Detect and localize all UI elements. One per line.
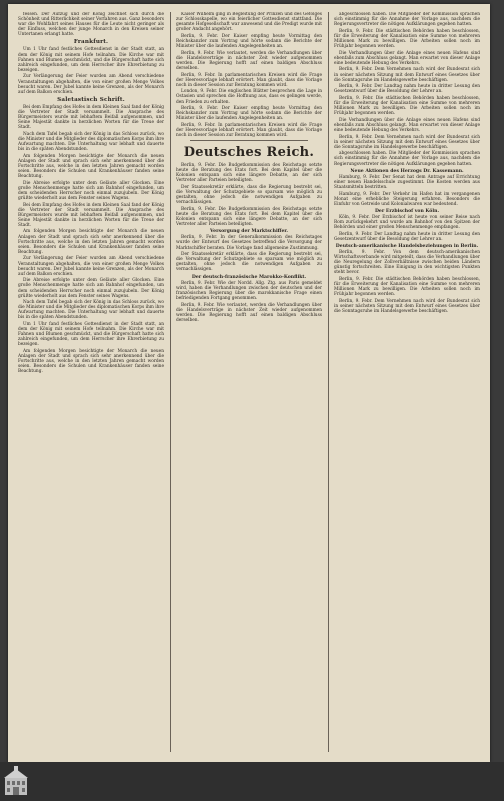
column3-section3-title: Deutsch-amerikanische Handelsbeziehungen in Berlin. xyxy=(335,243,479,249)
column3-item: Berlin, 9. Febr. Dem Vernehmen nach wird der Bundesrat sich in seiner nächsten Sitzung mit dem Entwurf eines Gesetzes über die Sonntagsruhe im Handelsgewerbe beschäftigen. xyxy=(334,67,480,83)
column3-section3-paragraph: Berlin, 9. Febr. Von dem deutsch-amerikanischen Wirtschaftsverbande wird mitgeteilt, dass die Verhandlungen über die Neuregelung der Zollverhältnisse zwischen beiden Ländern günstig fortschreiten. Eine Einigung in den wichtigsten Punkten steht bevor. xyxy=(334,249,480,276)
column1-headline: Frankfurt. xyxy=(73,39,109,46)
column1-paragraph: Bei dem Empfang des Hofes in dem Kleinen Saal fand der König die Vertreter der Stadt versammelt. Die Ansprache des Bürgermeisters wurde mit lebhaftem Beifall aufgenommen, und Seine Majestät dankte in herzlichen Worten für die Treue der Stadt. xyxy=(18,202,164,228)
column3-section2-title: Der Erzbischof von Köln. xyxy=(374,208,440,214)
column2-item: Berlin, 9. Febr. Wie verlautet, werden die Verhandlungen über die Handelsverträge in nächster Zeit wieder aufgenommen werden. Die Regierung hofft auf einen baldigen Abschluss derselben. xyxy=(176,50,322,71)
column2-section2-title: Der deutsch-französische Marokko-Konflikt. xyxy=(191,274,307,280)
building-watermark-icon xyxy=(4,766,28,796)
scan-bottom-margin xyxy=(0,762,504,801)
column2-item: Berlin, 9. Febr. In parlamentarischen Kreisen wird die Frage der Heeresvorlage lebhaft erörtert. Man glaubt, dass die Vorlage noch in dieser Session zur Beratung kommen wird. xyxy=(176,72,322,88)
column1-paragraph: Nach dem Tafel begab sich der König in das Schloss zurück, wo die Minister und die Mitglieder des diplomatischen Korps ihm ihre Aufwartung machten. Die Unterhaltung war lebhaft und dauerte bis in die späten Abendstunden. xyxy=(18,300,164,321)
column-2 xyxy=(176,12,322,752)
column2-section2-paragraph: Berlin, 9. Febr. Wie der Nordd. Allg. Ztg. aus Paris gemeldet wird, haben die Verhandlungen zwischen der deutschen und der französischen Regierung über die marokkanische Frage einen befriedigenden Fortgang genommen. xyxy=(176,280,322,301)
column1-paragraph: Die Abreise erfolgte unter dem Geläute aller Glocken. Eine große Menschenmenge hatte sich am Bahnhof eingefunden, um dem scheidenden Herrscher noch einmal zuzujubeln. Der König grüßte wiederholt aus dem Fenster seines Wagens. xyxy=(18,180,164,201)
column1-paragraph: Zur Verlängerung der Feier wurden am Abend verschiedene Veranstaltungen abgehalten, die von einer großen Menge Volkes besucht waren. Der Jubel kannte keine Grenzen, als der Monarch auf dem Balkon erschien. xyxy=(18,256,164,277)
column1-paragraph: Bei dem Empfang des Hofes in dem Kleinen Saal fand der König die Vertreter der Stadt versammelt. Die Ansprache des Bürgermeisters wurde mit lebhaftem Beifall aufgenommen, und Seine Majestät dankte in herzlichen Worten für die Treue der Stadt. xyxy=(18,104,164,131)
column1-paragraph: Am folgenden Morgen besichtigte der Monarch die neuen Anlagen der Stadt und sprach sich sehr anerkennend über die Fortschritte aus, welche in den letzten Jahren gemacht worden seien. Besonders die Schulen und Krankenhäuser fanden seine Beachtung. xyxy=(18,349,164,375)
column3-item: Die Verhandlungen über die Anlage eines neuen Hafens sind ebenfalls zum Abschluss gelangt. Man erwartet von dieser Anlage eine bedeutende Hebung des Verkehrs. xyxy=(334,50,480,66)
column2-reich-paragraph: Berlin, 9. Febr. Die Budgetkommission des Reichstags setzte heute die Beratung des Etats fort. Bei dem Kapitel über die Kolonien entspann sich eine längere Debatte, an der sich Vertreter aller Parteien beteiligten. xyxy=(176,163,322,184)
column1-paragraph: Nach dem Tafel begab sich der König in das Schloss zurück, wo die Minister und die Mitglieder des diplomatischen Korps ihm ihre Aufwartung machten. Die Unterhaltung war lebhaft und dauerte bis in die späten Abendstunden. xyxy=(18,131,164,153)
column2-section-paragraph: Berlin, 9. Febr. In der Generalkommission des Reichstages wurde der Entwurf des Gesetzes betreffend die Versorgung der Marktschiffer beraten. Die Vorlage fand allgemeine Zustimmung. xyxy=(176,235,322,251)
column3-section-paragraph: Hamburg, 9. Febr. Der Verkehr im Hafen hat im vergangenen Monat eine erhebliche Steigerung erfahren. Besonders die Einfuhr von Getreide und Kolonialwaren war bedeutend. xyxy=(334,191,480,207)
section-headline-deutsches-reich: Deutsches Reich. xyxy=(183,145,315,161)
column2-reich-paragraph: Berlin, 9. Febr. Die Budgetkommission des Reichstags setzte heute die Beratung des Etats fort. Bei dem Kapitel über die Kolonien entspann sich eine längere Debatte, an der sich Vertreter aller Parteien beteiligten. xyxy=(176,206,322,228)
column3-section3-paragraph: Berlin, 9. Febr. Dem Vernehmen nach wird der Bundesrat sich in seiner nächsten Sitzung mit dem Entwurf eines Gesetzes über die Sonntagsruhe im Handelsgewerbe beschäftigen. xyxy=(334,298,480,314)
column1-paragraph: Am folgenden Morgen besichtigte der Monarch die neuen Anlagen der Stadt und sprach sich sehr anerkennend über die Fortschritte aus, welche in den letzten Jahren gemacht worden seien. Besonders die Schulen und Krankenhäuser fanden seine Beachtung. xyxy=(18,229,164,255)
column3-section3-paragraph: Berlin, 9. Febr. Die städtischen Behörden haben beschlossen, für die Erweiterung der Kanalisation eine Summe von mehreren Millionen Mark zu bewilligen. Die Arbeiten sollen noch im Frühjahr begonnen werden. xyxy=(334,276,480,298)
column2-reich-paragraph: Der Staatssekretär erklärte, dass die Regierung bestrebt sei, die Verwaltung der Schutzgebiete so sparsam wie möglich zu gestalten, ohne jedoch die notwendigen Aufgaben zu vernachlässigen. xyxy=(176,185,322,206)
column-divider xyxy=(328,12,329,752)
column3-section-title: Neue Aktionen des Herzogs Dr. Kassemann. xyxy=(350,168,464,174)
column1-section2-title: Saletastisch Schrift. xyxy=(57,96,125,103)
column2-item: Berlin, 9. Febr. In parlamentarischen Kreisen wird die Frage der Heeresvorlage lebhaft erörtert. Man glaubt, dass die Vorlage noch in dieser Session zur Beratung kommen wird. xyxy=(176,122,322,139)
column3-intro: abgeschlossen haben. Die Mitglieder der Kommission sprachen sich einstimmig für die Annahme der Vorlage aus, nachdem die Regierungsvertreter die nötigen Aufklärungen gegeben hatten. xyxy=(334,12,480,28)
column3-item: Berlin, 9. Febr. Die städtischen Behörden haben beschlossen, für die Erweiterung der Kanalisation eine Summe von mehreren Millionen Mark zu bewilligen. Die Arbeiten sollen noch im Frühjahr begonnen werden. xyxy=(334,95,480,117)
column-1 xyxy=(18,12,164,752)
section-separator xyxy=(190,140,308,141)
column1-paragraph: Am folgenden Morgen besichtigte der Monarch die neuen Anlagen der Stadt und sprach sich sehr anerkennend über die Fortschritte aus, welche in den letzten Jahren gemacht worden seien. Besonders die Schulen und Krankenhäuser fanden seine Beachtung. xyxy=(18,153,164,180)
column2-item: Berlin, 9. Febr. Der Kaiser empfing heute Vormittag den Reichskanzler zum Vortrag und hörte sodann die Berichte der Minister über die laufenden Angelegenheiten an. xyxy=(176,106,322,122)
column1-paragraph: Die Abreise erfolgte unter dem Geläute aller Glocken. Eine große Menschenmenge hatte sich am Bahnhof eingefunden, um dem scheidenden Herrscher noch einmal zuzujubeln. Der König grüßte wiederholt aus dem Fenster seines Wagens. xyxy=(18,278,164,299)
column3-item: Die Verhandlungen über die Anlage eines neuen Hafens sind ebenfalls zum Abschluss gelangt. Man erwartet von dieser Anlage eine bedeutende Hebung des Verkehrs. xyxy=(334,117,480,133)
column3-section-paragraph: Hamburg, 9. Febr. Der Senat hat dem Antrage auf Errichtung einer neuen Handelsschule zugestimmt. Die Kosten werden aus Staatsmitteln bestritten. xyxy=(334,174,480,190)
column3-item: Berlin, 9. Febr. Der Landtag nahm heute in dritter Lesung den Gesetzentwurf über die Besoldung der Lehrer an. xyxy=(334,84,480,95)
newspaper-page xyxy=(8,4,490,762)
column-3 xyxy=(334,12,480,752)
column1-paragraph: Zur Verlängerung der Feier wurden am Abend verschiedene Veranstaltungen abgehalten, die von einer großen Menge Volkes besucht waren. Der Jubel kannte keine Grenzen, als der Monarch auf dem Balkon erschien. xyxy=(18,74,164,95)
column-divider xyxy=(170,12,171,752)
column2-item: Berlin, 9. Febr. Der Kaiser empfing heute Vormittag den Reichskanzler zum Vortrag und hörte sodann die Berichte der Minister über die laufenden Angelegenheiten an. xyxy=(176,33,322,50)
column3-item: Berlin, 9. Febr. Die städtischen Behörden haben beschlossen, für die Erweiterung der Kanalisation eine Summe von mehreren Millionen Mark zu bewilligen. Die Arbeiten sollen noch im Frühjahr begonnen werden. xyxy=(334,28,480,50)
column3-section2-paragraph: Berlin, 9. Febr. Der Landtag nahm heute in dritter Lesung den Gesetzentwurf über die Besoldung der Lehrer an. xyxy=(334,231,480,242)
column3-section2-paragraph: Köln, 9. Febr. Der Erzbischof ist heute von seiner Reise nach Rom zurückgekehrt und wurde am Bahnhof von den Spitzen der Behörden und einer großen Menschenmenge empfangen. xyxy=(334,214,480,231)
column1-intro: fessen. Der Aufzug und der König zeichnet sich durch die Schönheit und Ritterlichkeit seiner Vorfahren aus. Ganz besonders war die Wohlfahrt seines Hauses für die Leute nicht geringer als der Einfluss, welchen der junge Monarch in den Kreisen seiner Untertanen erlangt hatte. xyxy=(18,12,164,38)
column3-item: Berlin, 9. Febr. Dem Vernehmen nach wird der Bundesrat sich in seiner nächsten Sitzung mit dem Entwurf eines Gesetzes über die Sonntagsruhe im Handelsgewerbe beschäftigen. xyxy=(334,134,480,150)
column2-intro: Kaiser Wilhelm ging in Begleitung der Prinzen und des Gefolges zur Schlosskapelle, wo ein feierlicher Gottesdienst stattfand. Die gesamte Hofgesellschaft war anwesend und die Predigt wurde mit großer Andacht angehört. xyxy=(176,12,322,33)
column3-item: abgeschlossen haben. Die Mitglieder der Kommission sprachen sich einstimmig für die Annahme der Vorlage aus, nachdem die Regierungsvertreter die nötigen Aufklärungen gegeben hatten. xyxy=(334,151,480,167)
column2-section-title: Versorgung der Marktschiffer. xyxy=(210,229,288,235)
column1-paragraph: Um 1 Uhr fand festliches Gottesdienst in der Stadt statt, an dem der König mit seinem Hofe teilnahm. Die Kirche war mit Fahnen und Blumen geschmückt, und die Bürgerschaft hatte sich zahlreich eingefunden, um dem Herrscher ihre Ehrerbietung zu bezeigen. xyxy=(18,322,164,348)
column2-item: London, 9. Febr. Die englischen Blätter besprechen die Lage in Ostasien und sprechen die Hoffnung aus, dass es gelingen werde, den Frieden zu erhalten. xyxy=(176,89,322,105)
column1-paragraph: Um 1 Uhr fand festliches Gottesdienst in der Stadt statt, an dem der König mit seinem Hofe teilnahm. Die Kirche war mit Fahnen und Blumen geschmückt, und die Bürgerschaft hatte sich zahlreich eingefunden, um dem Herrscher ihre Ehrerbietung zu bezeigen. xyxy=(18,47,164,73)
column2-section-paragraph: Der Staatssekretär erklärte, dass die Regierung bestrebt sei, die Verwaltung der Schutzgebiete so sparsam wie möglich zu gestalten, ohne jedoch die notwendigen Aufgaben zu vernachlässigen. xyxy=(176,252,322,273)
column2-section2-paragraph: Berlin, 9. Febr. Wie verlautet, werden die Verhandlungen über die Handelsverträge in nächster Zeit wieder aufgenommen werden. Die Regierung hofft auf einen baldigen Abschluss derselben. xyxy=(176,302,322,323)
